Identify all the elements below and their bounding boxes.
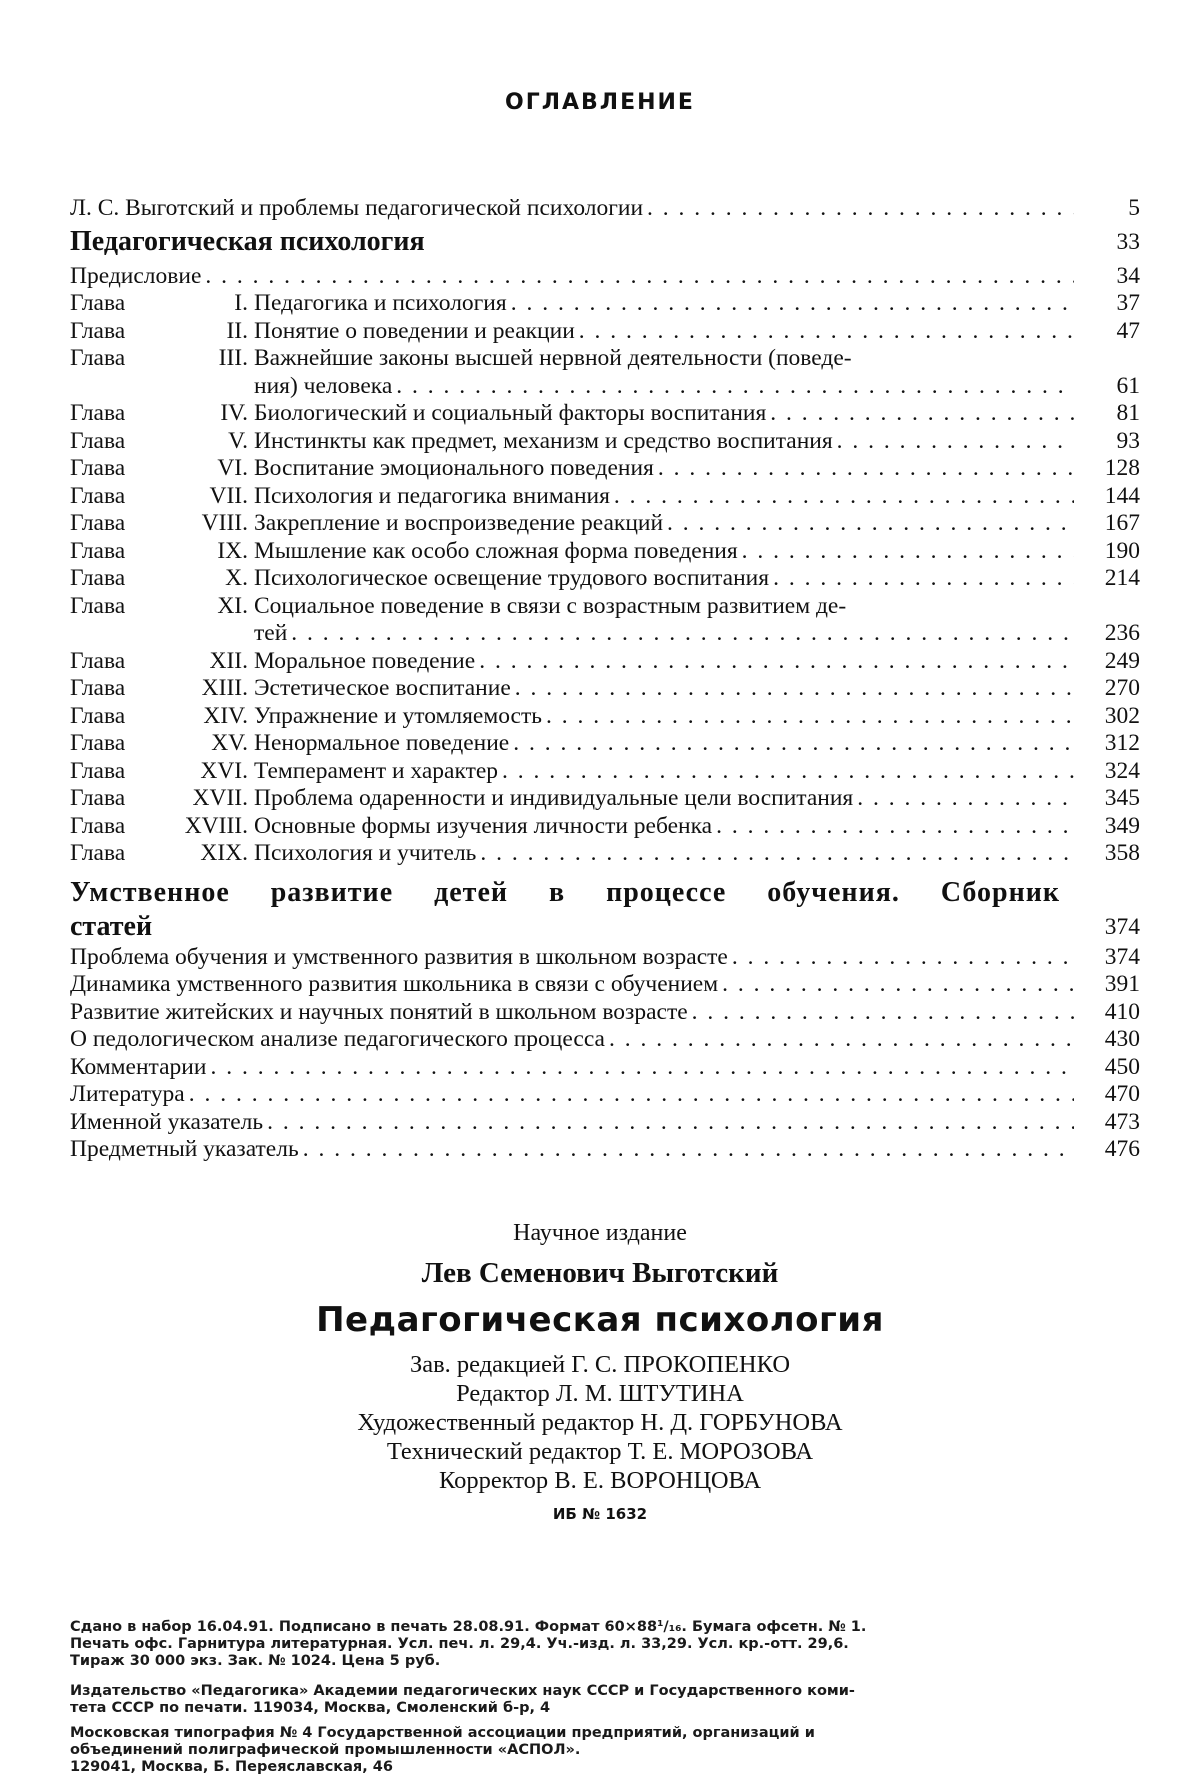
chapter-word: Глава	[70, 813, 152, 841]
chapter-title	[254, 455, 1078, 483]
chapter-entry	[70, 840, 1140, 868]
entry-text: Литература	[70, 1081, 185, 1109]
chapter-number: XVI.	[152, 758, 254, 786]
chapter-page: 312	[1078, 730, 1140, 758]
chapter-page: 345	[1078, 785, 1140, 813]
leader-dots	[515, 675, 1074, 703]
chapter-title-text: Понятие о поведении и реакции	[254, 318, 575, 346]
chapter-title-line2-row	[254, 620, 1078, 648]
chapter-title-line2: тей	[254, 620, 287, 648]
chapter-title-text: Психология и учитель	[254, 840, 476, 868]
chapter-number: I.	[152, 290, 254, 318]
chapter-title	[254, 675, 1078, 703]
chapter-title	[254, 290, 1078, 318]
entry-text: Предисловие	[70, 263, 201, 291]
leader-dots	[511, 290, 1074, 318]
chapter-title-text: Психология и педагогика внимания	[254, 483, 610, 511]
chapter-title	[254, 730, 1078, 758]
footnote-line: тета СССР по печати. 119034, Москва, Смоленский б-р, 4	[70, 1700, 1140, 1717]
part1-page: 33	[1078, 225, 1140, 259]
chapter-word: Глава	[70, 318, 152, 346]
chapter-word: Глава	[70, 538, 152, 566]
edition-kind: Научное издание	[0, 1218, 1200, 1248]
chapter-word: Глава	[70, 648, 152, 676]
staff-line: Художественный редактор Н. Д. ГОРБУНОВА	[0, 1408, 1200, 1437]
chapter-title-text: Инстинкты как предмет, механизм и средство воспитания	[254, 428, 833, 456]
staff-line: Редактор Л. М. ШТУТИНА	[0, 1379, 1200, 1408]
chapter-word: Глава	[70, 290, 152, 318]
entry-page: 374	[1078, 944, 1140, 972]
entry-text: Предметный указатель	[70, 1136, 299, 1164]
chapter-entry	[70, 345, 1140, 400]
leader-dots	[189, 1081, 1074, 1109]
chapter-number: II.	[152, 318, 254, 346]
leader-dots	[857, 785, 1074, 813]
chapter-word: Глава	[70, 758, 152, 786]
chapter-word: Глава	[70, 730, 152, 758]
toc-entry	[70, 1081, 1140, 1109]
entry-page: 473	[1078, 1109, 1140, 1137]
chapter-number: XII.	[152, 648, 254, 676]
chapter-title	[254, 510, 1078, 538]
chapter-word: Глава	[70, 675, 152, 703]
leader-dots	[396, 373, 1074, 401]
toc-entry	[70, 1109, 1140, 1137]
footnote-line: 129041, Москва, Б. Переяславская, 46	[70, 1759, 1140, 1776]
chapter-title-text: Упражнение и утомляемость	[254, 703, 542, 731]
leader-dots	[267, 1109, 1074, 1137]
leader-dots	[716, 813, 1074, 841]
chapter-number: XI.	[152, 593, 254, 648]
printer-info	[70, 1725, 1140, 1776]
entry-text: Динамика умственного развития школьника в связи с обучением	[70, 971, 718, 999]
entry-page: 450	[1078, 1054, 1140, 1082]
chapter-title	[254, 648, 1078, 676]
chapter-word: Глава	[70, 703, 152, 731]
leader-dots	[773, 565, 1074, 593]
chapter-word: Глава	[70, 565, 152, 593]
leader-dots	[647, 195, 1074, 223]
leader-dots	[291, 620, 1074, 648]
entry-page: 476	[1078, 1136, 1140, 1164]
leader-dots	[770, 400, 1074, 428]
chapter-number: VI.	[152, 455, 254, 483]
chapter-page: 37	[1078, 290, 1140, 318]
chapter-page: 128	[1078, 455, 1140, 483]
chapter-title-text: Моральное поведение	[254, 648, 475, 676]
book-title: Педагогическая психология	[0, 1296, 1200, 1344]
chapter-title	[254, 400, 1078, 428]
chapter-page: 61	[1078, 373, 1140, 401]
leader-dots	[579, 318, 1074, 346]
book-page	[0, 0, 1200, 1787]
chapter-entry	[70, 455, 1140, 483]
chapter-title-text: Педагогика и психология	[254, 290, 507, 318]
leader-dots	[837, 428, 1074, 456]
editorial-staff	[0, 1350, 1200, 1495]
chapter-number: XIII.	[152, 675, 254, 703]
footnote-line: Печать офс. Гарнитура литературная. Усл. печ. л. 29,4. Уч.-изд. л. 33,29. Усл. кр.-отт. 29,6.	[70, 1636, 1140, 1653]
chapter-page: 190	[1078, 538, 1140, 566]
chapter-title-text: Закрепление и воспроизведение реакций	[254, 510, 663, 538]
contents-heading: ОГЛАВЛЕНИЕ	[0, 90, 1200, 115]
chapter-title-line2-row	[254, 373, 1078, 401]
leader-dots	[609, 1026, 1074, 1054]
print-info	[70, 1619, 1140, 1670]
part2-title-row	[70, 876, 1140, 944]
leader-dots	[722, 971, 1074, 999]
leader-dots	[692, 999, 1074, 1027]
chapter-entry	[70, 538, 1140, 566]
chapter-entry	[70, 510, 1140, 538]
toc-entry	[70, 1026, 1140, 1054]
chapter-list	[70, 290, 1140, 868]
toc-preface-entry	[70, 263, 1140, 291]
chapter-entry	[70, 483, 1140, 511]
footnote-line: Издательство «Педагогика» Академии педагогических наук СССР и Государственного коми-	[70, 1683, 1140, 1700]
chapter-page: 167	[1078, 510, 1140, 538]
chapter-entry	[70, 593, 1140, 648]
toc-intro-entry	[70, 195, 1140, 223]
chapter-number: IV.	[152, 400, 254, 428]
entry-page: 410	[1078, 999, 1140, 1027]
toc-entry	[70, 999, 1140, 1027]
chapter-entry	[70, 703, 1140, 731]
chapter-entry	[70, 648, 1140, 676]
leader-dots	[513, 730, 1074, 758]
part2-title-line1: Умственное развитие детей в процессе обучения. Сборник	[70, 876, 1060, 910]
entry-page: 5	[1078, 195, 1140, 223]
chapter-number: XIV.	[152, 703, 254, 731]
chapter-page: 93	[1078, 428, 1140, 456]
chapter-word: Глава	[70, 455, 152, 483]
chapter-title	[254, 785, 1078, 813]
author-name: Лев Семенович Выготский	[0, 1254, 1200, 1292]
publisher-info	[70, 1683, 1140, 1717]
imprint-block	[0, 1218, 1200, 1523]
chapter-title-line1: Социальное поведение в связи с возрастным развитием де-	[254, 593, 1078, 621]
chapter-page: 47	[1078, 318, 1140, 346]
chapter-title	[254, 538, 1078, 566]
leader-dots	[732, 944, 1074, 972]
toc-entry	[70, 971, 1140, 999]
chapter-title-text: Психологическое освещение трудового воспитания	[254, 565, 769, 593]
table-of-contents	[70, 195, 1140, 1164]
chapter-number: X.	[152, 565, 254, 593]
chapter-page: 236	[1078, 620, 1140, 648]
chapter-page: 81	[1078, 400, 1140, 428]
entry-page: 34	[1078, 263, 1140, 291]
leader-dots	[614, 483, 1074, 511]
chapter-number: III.	[152, 345, 254, 400]
part2-title-line2: статей	[70, 910, 152, 944]
chapter-number: XVIII.	[152, 813, 254, 841]
entry-text: Л. С. Выготский и проблемы педагогической психологии	[70, 195, 643, 223]
staff-line: Зав. редакцией Г. С. ПРОКОПЕНКО	[0, 1350, 1200, 1379]
chapter-word: Глава	[70, 785, 152, 813]
chapter-title-text: Мышление как особо сложная форма поведения	[254, 538, 738, 566]
chapter-number: V.	[152, 428, 254, 456]
chapter-page: 358	[1078, 840, 1140, 868]
chapter-title	[254, 565, 1078, 593]
chapter-title	[254, 703, 1078, 731]
chapter-word: Глава	[70, 510, 152, 538]
chapter-title-text: Проблема одаренности и индивидуальные цели воспитания	[254, 785, 853, 813]
chapter-title	[254, 758, 1078, 786]
chapter-word: Глава	[70, 400, 152, 428]
chapter-page: 144	[1078, 483, 1140, 511]
chapter-number: VII.	[152, 483, 254, 511]
staff-line: Технический редактор Т. Е. МОРОЗОВА	[0, 1437, 1200, 1466]
chapter-number: XVII.	[152, 785, 254, 813]
chapter-word: Глава	[70, 593, 152, 648]
footnote-line: Сдано в набор 16.04.91. Подписано в печать 28.08.91. Формат 60×88¹/₁₆. Бумага офсетн. № 1.	[70, 1619, 1140, 1636]
leader-dots	[303, 1136, 1074, 1164]
chapter-title-text: Основные формы изучения личности ребенка	[254, 813, 712, 841]
entry-text: Проблема обучения и умственного развития в школьном возрасте	[70, 944, 728, 972]
footnote-line: Московская типография № 4 Государственной ассоциации предприятий, организаций и	[70, 1725, 1140, 1742]
chapter-entry	[70, 400, 1140, 428]
chapter-title-line2: ния) человека	[254, 373, 392, 401]
entry-page: 470	[1078, 1081, 1140, 1109]
footnote-line: Тираж 30 000 экз. Зак. № 1024. Цена 5 руб.	[70, 1653, 1140, 1670]
chapter-number: IX.	[152, 538, 254, 566]
leader-dots	[546, 703, 1074, 731]
part2-title-line2-row	[70, 910, 1140, 944]
staff-line: Корректор В. Е. ВОРОНЦОВА	[0, 1466, 1200, 1495]
toc-entry	[70, 944, 1140, 972]
chapter-number: VIII.	[152, 510, 254, 538]
leader-dots	[210, 1054, 1074, 1082]
chapter-title	[254, 318, 1078, 346]
chapter-title	[254, 593, 1078, 648]
chapter-entry	[70, 318, 1140, 346]
chapter-number: XIX.	[152, 840, 254, 868]
ib-number: ИБ № 1632	[0, 1505, 1200, 1523]
chapter-title-line1: Важнейшие законы высшей нервной деятельности (поведе-	[254, 345, 1078, 373]
leader-dots	[502, 758, 1074, 786]
entry-text: Развитие житейских и научных понятий в школьном возрасте	[70, 999, 688, 1027]
leader-dots	[205, 263, 1074, 291]
chapter-title-text: Эстетическое воспитание	[254, 675, 511, 703]
chapter-page: 270	[1078, 675, 1140, 703]
chapter-number: XV.	[152, 730, 254, 758]
leader-dots	[667, 510, 1074, 538]
entry-page: 391	[1078, 971, 1140, 999]
chapter-word: Глава	[70, 840, 152, 868]
footnote-line: объединений полиграфической промышленности «АСПОЛ».	[70, 1742, 1140, 1759]
chapter-title	[254, 813, 1078, 841]
leader-dots	[658, 455, 1074, 483]
toc-entry	[70, 1054, 1140, 1082]
chapter-page: 214	[1078, 565, 1140, 593]
entry-text: Именной указатель	[70, 1109, 263, 1137]
part1-title-row	[70, 225, 1140, 259]
chapter-word: Глава	[70, 345, 152, 400]
leader-dots	[480, 840, 1074, 868]
chapter-entry	[70, 813, 1140, 841]
chapter-title	[254, 483, 1078, 511]
chapter-page: 324	[1078, 758, 1140, 786]
chapter-title	[254, 840, 1078, 868]
chapter-page: 302	[1078, 703, 1140, 731]
part2-list	[70, 944, 1140, 1164]
toc-entry	[70, 1136, 1140, 1164]
entry-text: О педологическом анализе педагогического процесса	[70, 1026, 605, 1054]
chapter-entry	[70, 730, 1140, 758]
chapter-title-text: Ненормальное поведение	[254, 730, 509, 758]
chapter-page: 349	[1078, 813, 1140, 841]
chapter-title-text: Воспитание эмоционального поведения	[254, 455, 654, 483]
chapter-word: Глава	[70, 483, 152, 511]
chapter-page: 249	[1078, 648, 1140, 676]
entry-text: Комментарии	[70, 1054, 206, 1082]
chapter-title-text: Биологический и социальный факторы воспитания	[254, 400, 766, 428]
chapter-title	[254, 428, 1078, 456]
part1-title: Педагогическая психология	[70, 225, 425, 259]
chapter-entry	[70, 758, 1140, 786]
chapter-entry	[70, 785, 1140, 813]
chapter-title-text: Темперамент и характер	[254, 758, 498, 786]
chapter-title	[254, 345, 1078, 400]
chapter-entry	[70, 675, 1140, 703]
chapter-word: Глава	[70, 428, 152, 456]
entry-page: 430	[1078, 1026, 1140, 1054]
leader-dots	[479, 648, 1074, 676]
part2-page: 374	[1078, 910, 1140, 944]
chapter-entry	[70, 565, 1140, 593]
chapter-entry	[70, 428, 1140, 456]
leader-dots	[742, 538, 1074, 566]
chapter-entry	[70, 290, 1140, 318]
